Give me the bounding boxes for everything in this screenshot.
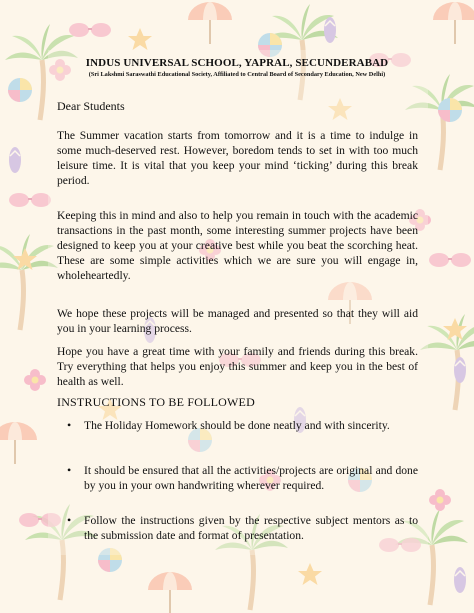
bullet-icon: •: [67, 463, 72, 477]
paragraph-1: The Summer vacation starts from tomorrow and it is a time to indulge in some much-deserved rest. However, boredom tends to set in with too much leisure time. It is vital that you keep your mind ‘ticking’ during this break period.: [57, 129, 418, 187]
bullet-icon: •: [67, 513, 72, 527]
instruction-text: The Holiday Homework should be done neatly and with sincerity.: [84, 419, 390, 432]
instruction-item: [67, 463, 418, 493]
paragraph-3: We hope these projects will be managed and presented so that they will aid you in your learning process.: [57, 307, 418, 335]
school-name: INDUS UNIVERSAL SCHOOL, YAPRAL, SECUNDERABAD: [85, 57, 389, 69]
instruction-text: It should be ensured that all the activities/projects are original and done by you in your own handwriting wherever required.: [84, 464, 418, 492]
instruction-item: [67, 418, 418, 433]
instruction-item: [67, 513, 418, 543]
bullet-icon: •: [67, 418, 72, 432]
affiliation-line: (Sri Lakshmi Saraswathi Educational Society, Affiliated to Central Board of Secondary Education, New Delhi): [88, 71, 386, 78]
paragraph-4: Hope you have a great time with your family and friends during this break. Try everything that helps you enjoy this summer and keep you in the best of health as well.: [57, 345, 418, 388]
instructions-heading: INSTRUCTIONS TO BE FOLLOWED: [57, 395, 255, 409]
paragraph-2: Keeping this in mind and also to help you remain in touch with the academic transactions in the past month, some interesting summer projects have been designed to keep you at your creative best while you beat the scorching heat. These are some simple activities which we are sure you will engage in, wholeheartedly.: [57, 209, 418, 282]
salutation: Dear Students: [57, 99, 125, 113]
instruction-text: Follow the instructions given by the respective subject mentors as to the submission date and format of presentation.: [84, 514, 418, 542]
